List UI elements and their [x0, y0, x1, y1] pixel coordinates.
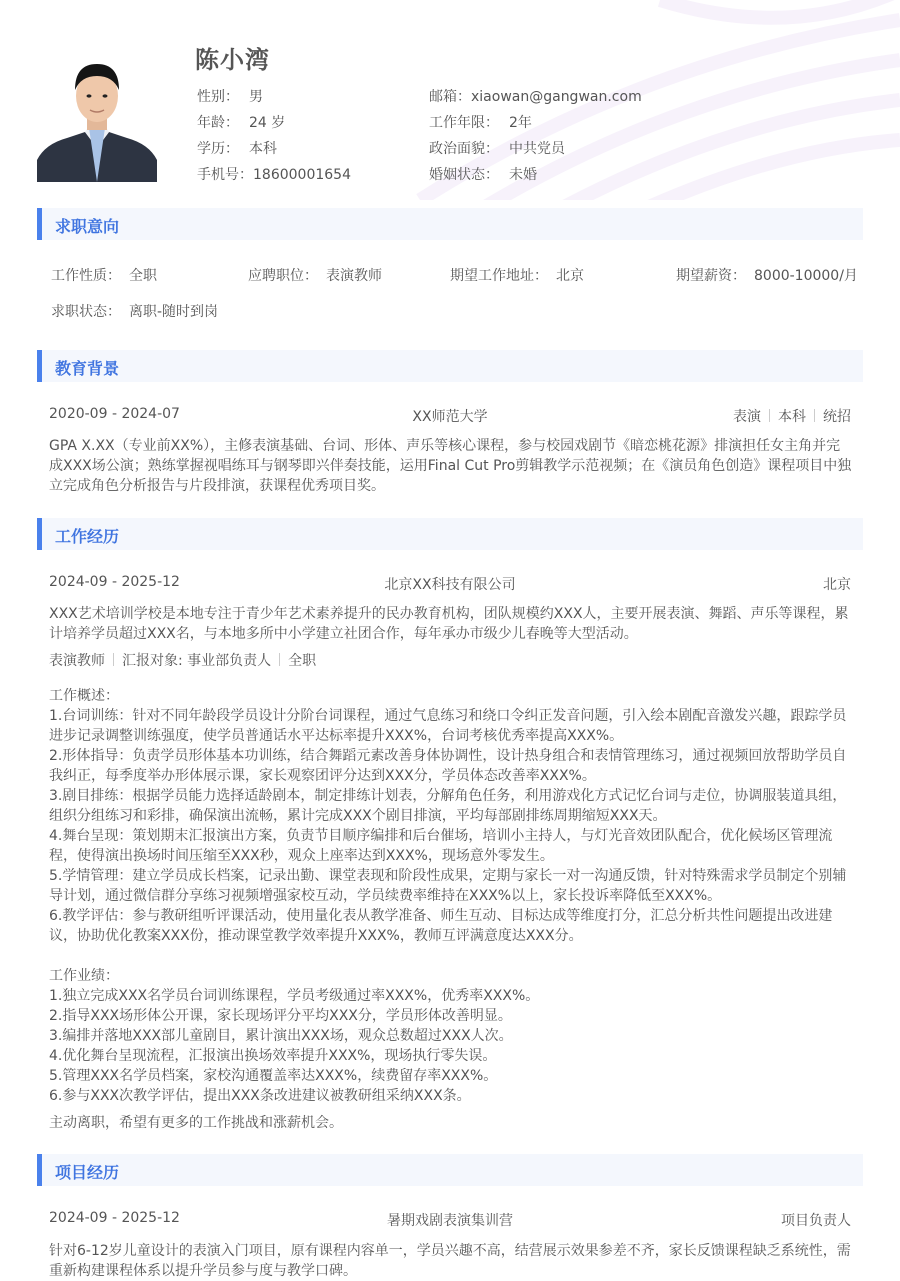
project-name: 暑期戏剧表演集训营	[387, 1213, 513, 1229]
work-leave-reason: 主动离职，希望有更多的工作挑战和涨薪机会。	[49, 1115, 343, 1131]
intent-salary: 期望薪资： 8000-10000/月	[676, 268, 858, 284]
work-company: 北京XX科技有限公司	[384, 577, 516, 593]
intent-job-type: 工作性质： 全职	[51, 268, 157, 284]
info-political-status: 政治面貌： 中共党员	[429, 141, 565, 157]
education-date: 2020-09 - 2024-07	[49, 406, 180, 422]
info-gender: 性别： 男	[197, 89, 263, 105]
section-title-project: 项目经历	[37, 1154, 863, 1186]
education-description: GPA X.XX（专业前XX%），主修表演基础、台词、形体、声乐等核心课程，参与校园戏剧节《暗恋桃花源》排演担任女主角并完 成XXX场公演；熟练掌握视唱练耳与钢琴即兴伴奏技能，运用Final Cut Pro剪辑教学示范视频；在《演员角色创造》课程项目中独 立完成角色分析报告与片段排演，获课程优秀项目奖。	[49, 438, 852, 494]
intent-position: 应聘职位： 表演教师	[248, 268, 382, 284]
intent-location: 期望工作地址： 北京	[450, 268, 584, 284]
work-details: 工作概述： 1.台词训练：针对不同年龄段学员设计分阶台词课程，通过气息练习和绕口令纠正发音问题，引入绘本剧配音激发兴趣，跟踪学员 进步记录调整训练强度，使学员普通话水平达标率提升XXX%，台词考核优秀率提高XXX%。 2.形体指导：负责学员形体基本功训练，结合舞蹈元素改善身体协调性，设计热身组合和表情管理练习，通过视频回放帮助学员自 我纠正，每季度举办形体展示课，家长观察团评分达到XXX分，学员体态改善率XXX%。 3.剧目排练：根据学员能力选择适龄剧本，制定排练计划表，分解角色任务，利用游戏化方式记忆台词与走位，协调服装道具组， 组织分组练习和彩排，确保演出流畅，累计完成XXX个剧目排演，平均每部剧排练周期缩短XXX天。 4.舞台呈现：策划期末汇报演出方案，负责节目顺序编排和后台催场，培训小主持人，与灯光音效团队配合，优化候场区管理流 程，使得演出换场时间压缩至XXX秒，观众上座率达到XXX%，现场意外零发生。 5.学情管理：建立学员成长档案，记录出勤、课堂表现和阶段性成果，定期与家长一对一沟通反馈，针对特殊需求学员制定个别辅 导计划，通过微信群分享练习视频增强家校互动，学员续费率维持在XXX%以上，家长投诉率降低至XXX%。 6.教学评估：参与教研组听评课活动，使用量化表从教学准备、师生互动、目标达成等维度打分，汇总分析共性问题提出改进建 议，协助优化教案XXX份，推动课堂教学效率提升XXX%，教师互评满意度达XXX分。 工作业绩： 1.独立完成XXX名学员台词训练课程，学员考级通过率XXX%，优秀率XXX%。 2.指导XXX场形体公开课，家长现场评分平均XXX分，学员形体改善明显。 3.编排并落地XXX部儿童剧目，累计演出XXX场，观众总数超过XXX人次。 4.优化舞台呈现流程，汇报演出换场效率提升XXX%，现场执行零失误。 5.管理XXX名学员档案，家校沟通覆盖率达XXX%，续费留存率XXX%。 6.参与XXX次教学评估，提出XXX条改进建议被教研组采纳XXX条。	[49, 688, 847, 1104]
work-city: 北京	[823, 577, 851, 593]
project-header	[49, 1210, 851, 1230]
info-email: 邮箱：xiaowan@gangwan.com	[429, 89, 642, 105]
work-company-intro: XXX艺术培训学校是本地专注于青少年艺术素养提升的民办教育机构，团队规模约XXX人，主要开展表演、舞蹈、声乐等课程，累 计培养学员超过XXX名，与本地多所中小学建立社团合作，每年承办市级少儿春晚等大型活动。	[49, 606, 849, 642]
project-description: 针对6-12岁儿童设计的表演入门项目，原有课程内容单一，学员兴趣不高，结营展示效果参差不齐，家长反馈课程缺乏系统性，需 重新构建课程体系以提升学员参与度与教学口碑。	[49, 1243, 851, 1279]
education-school: XX师范大学	[412, 409, 488, 425]
education-tags: 表演 本科 统招	[733, 409, 851, 425]
work-date: 2024-09 - 2025-12	[49, 574, 180, 590]
profile-photo	[37, 52, 157, 182]
work-tags: 表演教师 汇报对象: 事业部负责人 全职	[49, 653, 317, 669]
info-work-years: 工作年限： 2年	[429, 115, 532, 131]
info-phone: 手机号：18600001654	[197, 167, 351, 183]
candidate-name: 陈小湾	[195, 46, 270, 74]
education-header	[49, 406, 851, 426]
project-date: 2024-09 - 2025-12	[49, 1210, 180, 1226]
info-marital-status: 婚姻状态： 未婚	[429, 167, 537, 183]
info-education: 学历： 本科	[197, 141, 277, 157]
section-title-intent: 求职意向	[37, 208, 863, 240]
intent-status: 求职状态： 离职-随时到岗	[51, 304, 219, 320]
work-header	[49, 574, 851, 594]
section-title-education: 教育背景	[37, 350, 863, 382]
section-title-work: 工作经历	[37, 518, 863, 550]
info-age: 年龄： 24 岁	[197, 115, 286, 131]
project-role: 项目负责人	[781, 1213, 851, 1229]
